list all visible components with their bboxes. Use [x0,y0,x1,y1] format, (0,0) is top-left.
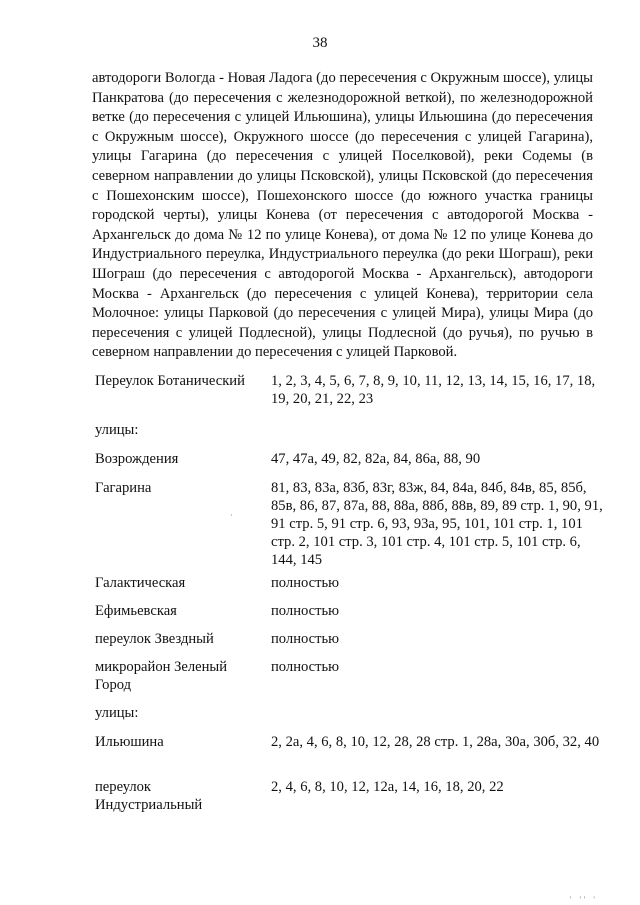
page-number: 38 [312,35,328,51]
street-name: Возрождения [95,451,179,467]
boundary-description: автодороги Вологда - Новая Ладога (до пересечения с Окружным шоссе), улицы Панкратова (до пересечения с железнодорожной веткой), по железнодорожной ветке (до пересечения с улицей Ильюшина), улицы Ильюшина (до пересечения с Окружным шоссе), Окружного шоссе (до пересечения с улицей Гагарина), улицы Гагарина (до пересечения с улицей Поселковой), реки Содемы (в северном направлении до улицы Псковской), улицы Псковской (до пересечения с Пошехонским шоссе), Пошехонского шоссе (до южного участка границы городской черты), улицы Конева (от пересечения с автодорогой Москва - Архангельск до дома № 12 по улице Конева), от дома № 12 по улице Конева до Индустриального переулка, Индустриального переулка (до реки Шограш), реки Шограш (до пересечения с автодорогой Москва - Архангельск), автодороги Москва - Архангельск (до пересечения с улицей Конева), территории села Молочное: улицы Парковой (до пересечения с улицей Мира), улицы Мира (до пересечения с улицей Подлесной), улицы Подлесной (до ручья), по ручью в северном направлении до пересечения с улицей Парковой. [92,70,593,361]
house-numbers: полностью [271,659,340,675]
house-numbers: 1, 2, 3, 4, 5, 6, 7, 8, 9, 10, 11, 12, 13, 14, 15, 16, 17, 18, 19, 20, 21, 22, 23 [271,373,596,407]
group-label-streets-2: улицы: [95,705,139,721]
house-numbers: 47, 47а, 49, 82, 82а, 84, 86а, 88, 90 [271,451,481,467]
street-name: переулок Звездный [95,631,214,647]
house-numbers: 81, 83, 83а, 83б, 83г, 83ж, 84, 84а, 84б, 84в, 85, 85б, 85в, 86, 87, 87а, 88, 88а, 88б, 88в, 89, 89 стр. 1, 90, 91, 91 стр. 5, 91 стр. 6, 93, 93а, 95, 101, 101 стр. 1, 101 стр. 2, 101 стр. 3, 101 стр. 4, 101 стр. 5, 101 стр. 6, 144, 145 [271,480,603,568]
street-name: Гагарина [95,480,152,496]
street-name: Галактическая [95,575,186,591]
street-name: микрорайон Зеленый Город [95,659,228,693]
house-numbers: полностью [271,631,340,647]
scan-marks: ' '' ' [570,895,598,904]
scan-speck: · [230,511,233,520]
house-numbers: полностью [271,575,340,591]
street-name: Ефимьевская [95,603,177,619]
house-numbers: 2, 4, 6, 8, 10, 12, 12а, 14, 16, 18, 20, 22 [271,779,504,795]
street-name: Переулок Ботанический [95,373,245,389]
street-name: переулок Индустриальный [95,779,203,813]
street-name: Ильюшина [95,734,164,750]
house-numbers: 2, 2а, 4, 6, 8, 10, 12, 28, 28 стр. 1, 28а, 30а, 30б, 32, 40 [271,734,600,750]
group-label-streets-1: улицы: [95,422,139,438]
house-numbers: полностью [271,603,340,619]
